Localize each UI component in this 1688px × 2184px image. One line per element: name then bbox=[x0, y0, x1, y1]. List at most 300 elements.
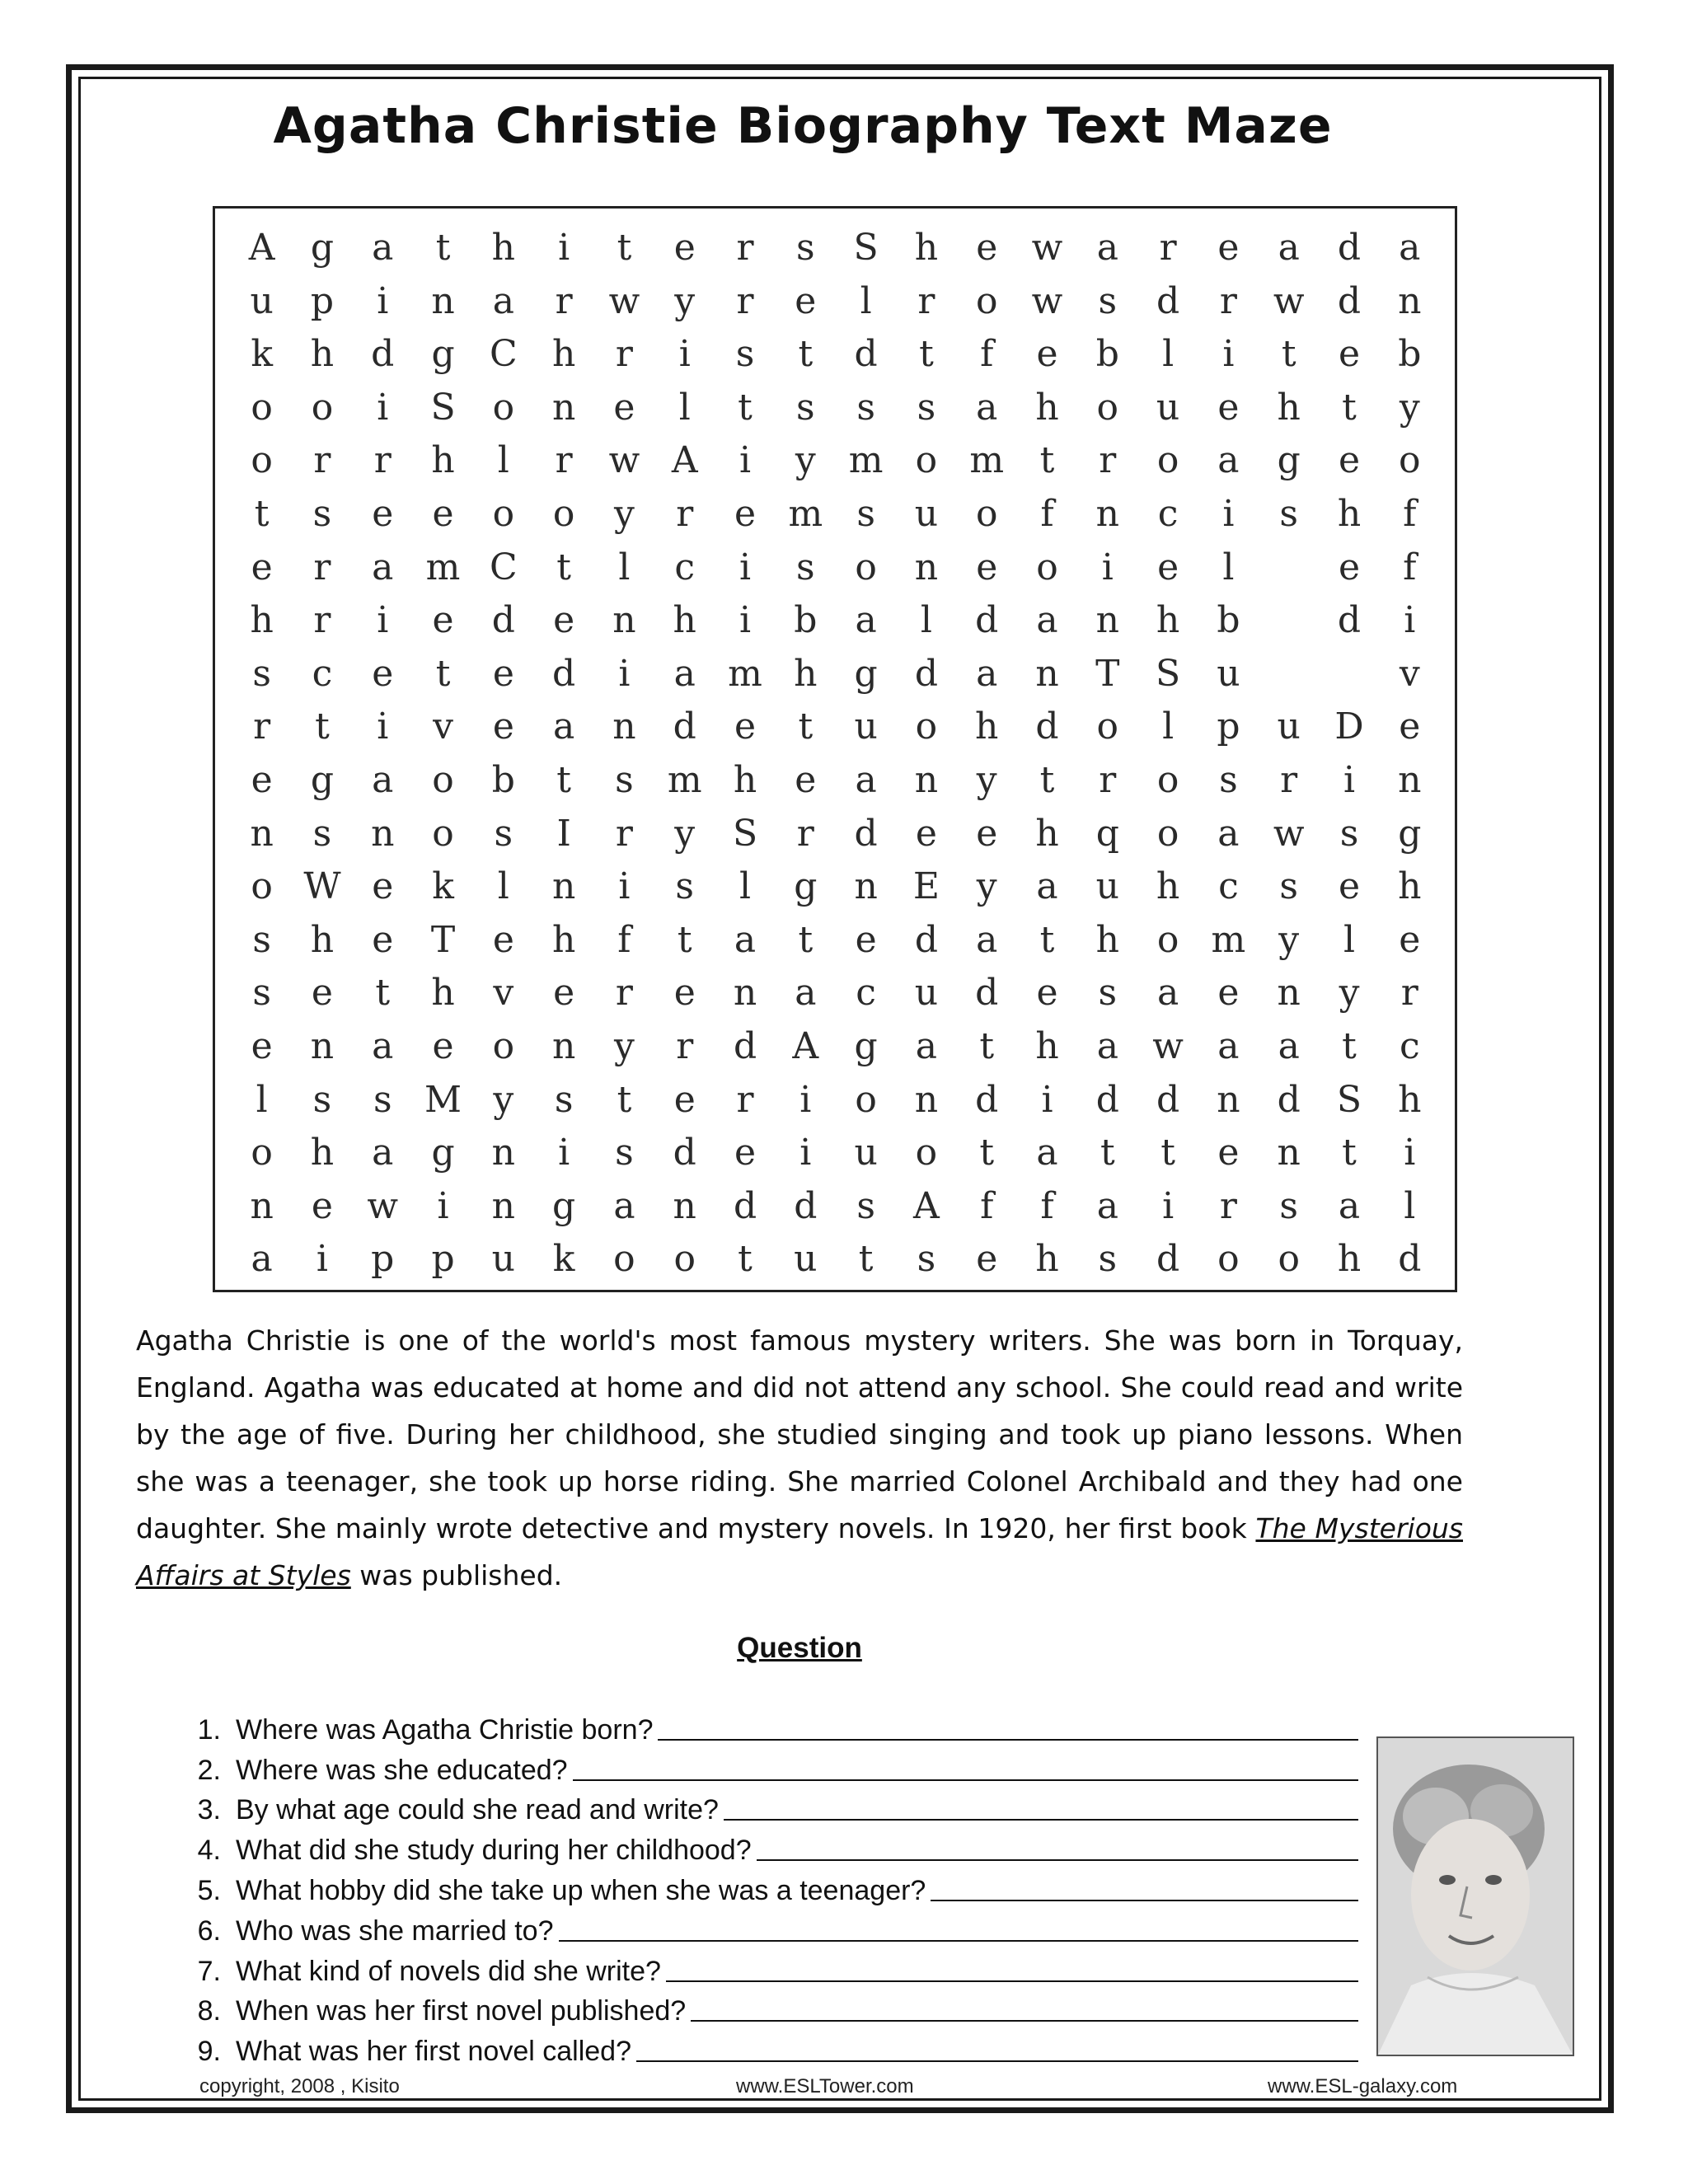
maze-letter: t bbox=[617, 1078, 632, 1121]
maze-letter: d bbox=[1277, 1078, 1301, 1121]
maze-letter: d bbox=[1398, 1238, 1422, 1281]
maze-letter: f bbox=[980, 333, 994, 376]
maze-letter: r bbox=[615, 972, 633, 1015]
maze-letter: e bbox=[613, 386, 635, 429]
maze-letter: h bbox=[491, 227, 515, 269]
maze-letter: c bbox=[1157, 492, 1179, 535]
maze-letter: e bbox=[673, 972, 696, 1015]
maze-letter: n bbox=[491, 1132, 515, 1174]
maze-letter: r bbox=[676, 492, 694, 535]
question-text: What was her first novel called? bbox=[236, 2036, 631, 2068]
maze-letter: e bbox=[976, 812, 998, 855]
maze-letter: o bbox=[855, 1078, 877, 1121]
footer-link-esltower[interactable]: www.ESLTower.com bbox=[736, 2075, 914, 2097]
maze-letter: t bbox=[1039, 439, 1055, 482]
maze-letter: r bbox=[555, 439, 573, 482]
maze-letter: s bbox=[1279, 492, 1298, 535]
maze-letter: k bbox=[251, 333, 273, 376]
maze-letter: g bbox=[1398, 812, 1422, 855]
maze-letter: a bbox=[492, 279, 514, 322]
maze-letter: t bbox=[858, 1238, 874, 1281]
maze-letter: o bbox=[915, 439, 938, 482]
maze-letter: s bbox=[917, 386, 936, 429]
maze-letter: o bbox=[251, 386, 273, 429]
maze-letter: w bbox=[608, 279, 640, 322]
maze-letter: a bbox=[372, 1024, 394, 1067]
question-item bbox=[180, 1826, 1358, 1867]
maze-letter: g bbox=[310, 227, 335, 269]
maze-letter: a bbox=[1036, 599, 1058, 642]
maze-letter: a bbox=[1096, 227, 1118, 269]
maze-letter: h bbox=[310, 1132, 335, 1174]
question-item bbox=[180, 1988, 1358, 2028]
maze-letter: a bbox=[734, 918, 757, 961]
maze-letter: S bbox=[853, 227, 879, 269]
maze-letter: n bbox=[551, 1024, 576, 1067]
maze-letter: d bbox=[371, 333, 395, 376]
question-text: Where was Agatha Christie born? bbox=[236, 1713, 654, 1746]
maze-letter: p bbox=[371, 1238, 395, 1281]
maze-letter: s bbox=[1339, 812, 1359, 855]
maze-letter: w bbox=[608, 439, 640, 482]
maze-letter: t bbox=[1342, 1024, 1357, 1067]
maze-letter: i bbox=[1222, 492, 1235, 535]
maze-letter: h bbox=[1398, 1078, 1422, 1121]
maze-letter: r bbox=[313, 439, 331, 482]
maze-letter: e bbox=[673, 227, 696, 269]
maze-letter: m bbox=[425, 546, 461, 588]
maze-letter: t bbox=[738, 1238, 753, 1281]
maze-letter: o bbox=[1096, 705, 1119, 748]
maze-letter: r bbox=[313, 546, 331, 588]
maze-letter: r bbox=[615, 812, 633, 855]
portrait-image bbox=[1378, 1738, 1573, 2055]
maze-letter: a bbox=[372, 546, 394, 588]
question-number: 4. bbox=[197, 1835, 221, 1867]
answer-line[interactable] bbox=[691, 2019, 1358, 2022]
maze-letter: e bbox=[1338, 546, 1361, 588]
maze-letter: e bbox=[492, 918, 514, 961]
maze-letter: i bbox=[558, 1132, 570, 1174]
maze-letter: y bbox=[976, 758, 997, 801]
maze-letter: a bbox=[1217, 1024, 1240, 1067]
maze-letter: h bbox=[250, 599, 274, 642]
maze-letter: n bbox=[1277, 1132, 1301, 1174]
maze-letter: i bbox=[1222, 333, 1235, 376]
maze-letter: i bbox=[377, 599, 389, 642]
question-text: By what age could she read and write? bbox=[236, 1794, 719, 1826]
maze-letter: t bbox=[435, 652, 451, 695]
maze-letter: n bbox=[673, 1184, 696, 1227]
maze-letter: w bbox=[367, 1184, 399, 1227]
answer-line[interactable] bbox=[573, 1779, 1358, 1781]
maze-letter: n bbox=[1095, 492, 1119, 535]
maze-letter: n bbox=[733, 972, 757, 1015]
maze-letter: d bbox=[1156, 279, 1180, 322]
maze-letter: s bbox=[373, 1078, 392, 1121]
maze-letter: k bbox=[552, 1238, 575, 1281]
maze-letter: e bbox=[311, 1184, 333, 1227]
maze-letter: h bbox=[1337, 1238, 1362, 1281]
maze-letter: n bbox=[1217, 1078, 1240, 1121]
maze-letter: s bbox=[1098, 972, 1118, 1015]
maze-letter: h bbox=[733, 758, 757, 801]
maze-letter: d bbox=[1156, 1078, 1180, 1121]
maze-letter bbox=[1319, 648, 1379, 701]
maze-letter: h bbox=[794, 652, 818, 695]
maze-letter: o bbox=[1399, 439, 1421, 482]
maze-letter: n bbox=[914, 1078, 939, 1121]
maze-letter: r bbox=[313, 599, 331, 642]
maze-letter: b bbox=[1398, 333, 1422, 376]
maze-letter: y bbox=[795, 439, 816, 482]
maze-letter: f bbox=[617, 918, 631, 961]
maze-letter: M bbox=[424, 1078, 462, 1121]
maze-letter: b bbox=[794, 599, 818, 642]
maze-letter: s bbox=[856, 1184, 875, 1227]
maze-letter: t bbox=[1039, 758, 1055, 801]
maze-letter: o bbox=[432, 758, 454, 801]
question-item bbox=[180, 1706, 1358, 1746]
maze-letter: s bbox=[735, 333, 755, 376]
maze-letter: v bbox=[1399, 652, 1420, 695]
maze-letter: y bbox=[614, 492, 635, 535]
maze-letter: d bbox=[673, 1132, 696, 1174]
maze-letter: n bbox=[1398, 279, 1422, 322]
maze-letter: o bbox=[1156, 758, 1179, 801]
maze-letter: s bbox=[252, 972, 271, 1015]
maze-letter: p bbox=[310, 279, 335, 322]
maze-letter bbox=[1259, 594, 1319, 648]
maze-letter: e bbox=[432, 1024, 454, 1067]
maze-letter: h bbox=[551, 333, 576, 376]
maze-letter: s bbox=[615, 758, 634, 801]
maze-letter: q bbox=[1095, 812, 1119, 855]
maze-letter: e bbox=[1036, 333, 1058, 376]
maze-letter: n bbox=[914, 758, 939, 801]
maze-letter: u bbox=[1217, 652, 1240, 695]
maze-letter: e bbox=[1338, 333, 1361, 376]
maze-letter: e bbox=[976, 1238, 998, 1281]
maze-letter: c bbox=[312, 652, 333, 695]
maze-letter: e bbox=[432, 599, 454, 642]
maze-letter: t bbox=[798, 705, 814, 748]
maze-letter: a bbox=[372, 1132, 394, 1174]
footer-link-eslgalaxy[interactable]: www.ESL-galaxy.com bbox=[1268, 2075, 1458, 2097]
maze-letter: y bbox=[1399, 386, 1420, 429]
maze-letter: l bbox=[1162, 705, 1175, 748]
maze-letter: y bbox=[1278, 918, 1300, 961]
maze-letter: a bbox=[553, 705, 575, 748]
maze-letter: d bbox=[491, 599, 515, 642]
maze-letter: n bbox=[1277, 972, 1301, 1015]
maze-letter: i bbox=[437, 1184, 449, 1227]
maze-letter: e bbox=[553, 972, 575, 1015]
maze-letter: i bbox=[1101, 546, 1114, 588]
answer-line[interactable] bbox=[559, 1939, 1359, 1942]
maze-letter: h bbox=[310, 918, 335, 961]
maze-letter: r bbox=[1099, 439, 1117, 482]
maze-letter: m bbox=[728, 652, 762, 695]
answer-line[interactable] bbox=[636, 2060, 1358, 2062]
maze-letter: c bbox=[674, 546, 696, 588]
maze-letter: d bbox=[733, 1184, 757, 1227]
maze-letter: w bbox=[1152, 1024, 1184, 1067]
maze-letter: i bbox=[377, 705, 389, 748]
maze-letter: g bbox=[552, 1184, 576, 1227]
question-number: 1. bbox=[197, 1713, 221, 1746]
maze-letter: n bbox=[551, 865, 576, 908]
maze-letter: i bbox=[738, 599, 752, 642]
maze-letter: f bbox=[1403, 492, 1417, 535]
maze-letter: g bbox=[1277, 439, 1301, 482]
maze-letter: a bbox=[1278, 227, 1300, 269]
maze-letter: h bbox=[1277, 386, 1301, 429]
maze-letter: T bbox=[430, 918, 456, 961]
maze-letter: o bbox=[492, 386, 515, 429]
maze-letter: A bbox=[671, 439, 698, 482]
maze-letter: n bbox=[551, 386, 576, 429]
maze-letter: o bbox=[975, 279, 998, 322]
maze-letter: d bbox=[673, 705, 696, 748]
maze-letter: e bbox=[372, 865, 394, 908]
maze-letter: s bbox=[675, 865, 695, 908]
maze-letter: S bbox=[732, 812, 758, 855]
maze-letter: r bbox=[1159, 227, 1177, 269]
maze-letter: h bbox=[431, 972, 455, 1015]
maze-letter: i bbox=[377, 279, 389, 322]
maze-letter: t bbox=[315, 705, 330, 748]
maze-letter: u bbox=[854, 1132, 878, 1174]
maze-letter: f bbox=[1403, 546, 1417, 588]
maze-letter: e bbox=[976, 546, 998, 588]
question-item bbox=[180, 2027, 1358, 2068]
maze-letter: t bbox=[1160, 1132, 1175, 1174]
maze-letter: m bbox=[969, 439, 1005, 482]
maze-letter: e bbox=[1217, 1132, 1240, 1174]
answer-line[interactable] bbox=[757, 1858, 1358, 1861]
answer-line[interactable] bbox=[931, 1899, 1358, 1901]
maze-letter: h bbox=[1035, 812, 1059, 855]
maze-letter: n bbox=[854, 865, 878, 908]
maze-letter: s bbox=[252, 918, 271, 961]
maze-letter: n bbox=[250, 812, 274, 855]
maze-letter: h bbox=[551, 918, 576, 961]
maze-letter: S bbox=[430, 386, 456, 429]
maze-letter: i bbox=[618, 865, 631, 908]
maze-letter: a bbox=[915, 1024, 938, 1067]
maze-letter: u bbox=[854, 705, 878, 748]
maze-letter: f bbox=[1040, 492, 1054, 535]
maze-letter: e bbox=[1157, 546, 1179, 588]
maze-letter: d bbox=[794, 1184, 818, 1227]
maze-letter: h bbox=[1398, 865, 1422, 908]
maze-letter: a bbox=[251, 1238, 273, 1281]
maze-letter: e bbox=[372, 492, 394, 535]
maze-letter: d bbox=[854, 812, 878, 855]
answer-line[interactable] bbox=[724, 1818, 1358, 1821]
maze-letter: a bbox=[1399, 227, 1421, 269]
maze-letter: m bbox=[848, 439, 884, 482]
maze-letter: u bbox=[1095, 865, 1119, 908]
maze-letter: t bbox=[1100, 1132, 1115, 1174]
maze-letter: W bbox=[303, 865, 341, 908]
maze-letter: s bbox=[856, 492, 875, 535]
maze-letter: a bbox=[795, 972, 817, 1015]
maze-letter: S bbox=[1336, 1078, 1362, 1121]
maze-letter: y bbox=[674, 279, 696, 322]
maze-letter: u bbox=[1277, 705, 1301, 748]
maze-letter: d bbox=[733, 1024, 757, 1067]
maze-letter: t bbox=[1342, 1132, 1357, 1174]
maze-letter: e bbox=[734, 492, 757, 535]
maze-letter: s bbox=[1098, 279, 1118, 322]
maze-letter: n bbox=[612, 705, 636, 748]
maze-letter: e bbox=[795, 758, 817, 801]
maze-letter: e bbox=[251, 1024, 273, 1067]
maze-letter: e bbox=[1399, 918, 1421, 961]
maze-letter: h bbox=[1337, 492, 1362, 535]
agatha-christie-portrait bbox=[1376, 1736, 1574, 2056]
maze-letter: t bbox=[1281, 333, 1296, 376]
maze-letter: n bbox=[1095, 599, 1119, 642]
maze-letter: l bbox=[1222, 546, 1235, 588]
maze-letter: t bbox=[798, 333, 814, 376]
question-heading: Question bbox=[737, 1632, 862, 1664]
maze-letter: a bbox=[1338, 1184, 1361, 1227]
maze-letter: h bbox=[1035, 1024, 1059, 1067]
answer-line[interactable] bbox=[658, 1738, 1358, 1741]
maze-letter: d bbox=[1337, 227, 1362, 269]
maze-letter: i bbox=[799, 1078, 812, 1121]
maze-letter: e bbox=[673, 1078, 696, 1121]
maze-letter: a bbox=[372, 758, 394, 801]
maze-letter: m bbox=[667, 758, 702, 801]
maze-letter: r bbox=[1219, 1184, 1237, 1227]
maze-letter: d bbox=[914, 652, 938, 695]
maze-letter: m bbox=[788, 492, 823, 535]
maze-letter: h bbox=[1156, 599, 1180, 642]
maze-letter: b bbox=[1217, 599, 1240, 642]
maze-letter: c bbox=[1399, 1024, 1420, 1067]
maze-letter: n bbox=[1398, 758, 1422, 801]
maze-letter: s bbox=[1219, 758, 1238, 801]
maze-letter: i bbox=[377, 386, 389, 429]
maze-letter: t bbox=[1342, 386, 1357, 429]
maze-letter: n bbox=[371, 812, 395, 855]
maze-letter: n bbox=[431, 279, 455, 322]
question-item bbox=[180, 1907, 1358, 1947]
maze-letter: t bbox=[979, 1132, 995, 1174]
maze-letter: e bbox=[311, 972, 333, 1015]
maze-letter: o bbox=[492, 492, 515, 535]
maze-letter: o bbox=[1096, 386, 1119, 429]
maze-letter: m bbox=[1211, 918, 1246, 961]
maze-letter: a bbox=[1156, 972, 1179, 1015]
maze-letter: o bbox=[1217, 1238, 1240, 1281]
maze-letter: t bbox=[1039, 918, 1055, 961]
maze-letter: u bbox=[491, 1238, 515, 1281]
book-title: The Mysterious Affairs at Styles bbox=[136, 1512, 1463, 1591]
footer-copyright: copyright, 2008 , Kisito bbox=[199, 2075, 400, 2097]
maze-letter: h bbox=[1156, 865, 1180, 908]
text-maze bbox=[213, 206, 1457, 1292]
maze-letter: g bbox=[431, 333, 455, 376]
maze-letter: e bbox=[432, 492, 454, 535]
maze-letter: r bbox=[736, 1078, 754, 1121]
maze-letter: e bbox=[1036, 972, 1058, 1015]
maze-letter: i bbox=[1404, 1132, 1416, 1174]
maze-letter: r bbox=[796, 812, 814, 855]
maze-letter: i bbox=[738, 546, 752, 588]
maze-letter: r bbox=[736, 227, 754, 269]
maze-letter: u bbox=[1156, 386, 1180, 429]
maze-letter: u bbox=[250, 279, 274, 322]
maze-letter: r bbox=[373, 439, 392, 482]
maze-letter: e bbox=[1217, 386, 1240, 429]
maze-letter: y bbox=[614, 1024, 635, 1067]
maze-letter: l bbox=[256, 1078, 268, 1121]
question-number: 6. bbox=[197, 1915, 221, 1947]
maze-letter: e bbox=[553, 599, 575, 642]
maze-letter: a bbox=[673, 652, 696, 695]
maze-letter: n bbox=[310, 1024, 335, 1067]
maze-letter: r bbox=[1280, 758, 1298, 801]
maze-letter: a bbox=[1217, 812, 1240, 855]
answer-line[interactable] bbox=[666, 1980, 1358, 1982]
maze-letter: i bbox=[738, 439, 752, 482]
maze-letter: e bbox=[251, 758, 273, 801]
maze-letter: n bbox=[1035, 652, 1059, 695]
page-title: Agatha Christie Biography Text Maze bbox=[273, 97, 1333, 155]
question-text: When was her first novel published? bbox=[236, 1995, 687, 2027]
question-number: 7. bbox=[197, 1955, 221, 1987]
maze-letter: d bbox=[1095, 1078, 1119, 1121]
maze-letter: t bbox=[919, 333, 934, 376]
question-text: Who was she married to? bbox=[236, 1915, 554, 1947]
maze-letter: g bbox=[431, 1132, 455, 1174]
maze-letter: s bbox=[252, 652, 271, 695]
maze-letter: A bbox=[913, 1184, 940, 1227]
question-item bbox=[180, 1787, 1358, 1827]
maze-letter: e bbox=[1217, 227, 1240, 269]
maze-letter: o bbox=[613, 1238, 635, 1281]
maze-letter: l bbox=[860, 279, 872, 322]
maze-letter: r bbox=[555, 279, 573, 322]
maze-letter: a bbox=[1217, 439, 1240, 482]
maze-letter: o bbox=[1156, 918, 1179, 961]
maze-letter bbox=[1259, 648, 1319, 701]
passage-text: Agatha Christie is one of the world's most famous mystery writers. She was born in Torquay, England. Agatha was educated at home and did not attend any school. She could read and write by the age of five. During her childhood, she studied singing and took up piano lessons. When she was a teenager, she took up horse riding. She married Colonel Archibald and they had one daughter. She mainly wrote detective and mystery novels. In 1920, her first book bbox=[136, 1324, 1463, 1544]
maze-letter: i bbox=[678, 333, 691, 376]
maze-letter: h bbox=[914, 227, 939, 269]
maze-letter: e bbox=[251, 546, 273, 588]
maze-letter: o bbox=[311, 386, 334, 429]
question-text: What did she study during her childhood? bbox=[236, 1835, 752, 1867]
maze-letter: o bbox=[1156, 439, 1179, 482]
maze-letter: n bbox=[250, 1184, 274, 1227]
maze-letter: l bbox=[678, 386, 691, 429]
maze-letter: t bbox=[254, 492, 270, 535]
maze-letter: l bbox=[1343, 918, 1356, 961]
maze-letter: i bbox=[316, 1238, 328, 1281]
maze-letter: t bbox=[375, 972, 391, 1015]
maze-letter: y bbox=[976, 865, 997, 908]
maze-letter: n bbox=[612, 599, 636, 642]
maze-letter: t bbox=[556, 758, 571, 801]
maze-letter: D bbox=[1334, 705, 1364, 748]
maze-letter: h bbox=[975, 705, 999, 748]
